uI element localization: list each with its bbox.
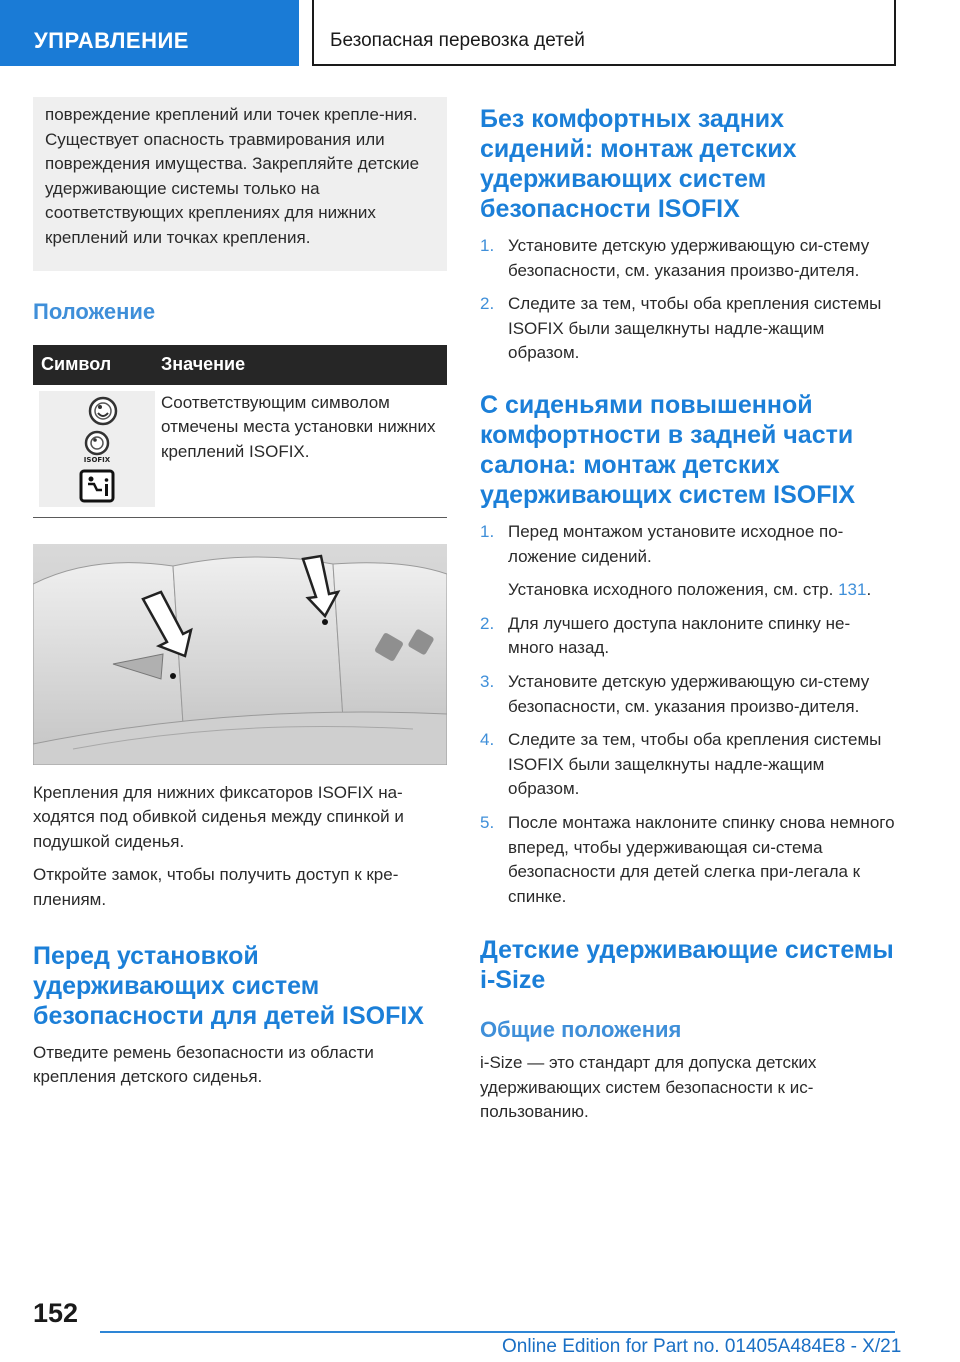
list-item xyxy=(480,520,895,603)
page-link[interactable]: 131 xyxy=(838,580,867,600)
list-item xyxy=(480,811,895,909)
step-extra: Установка исходного положения, см. стр. 131. xyxy=(508,580,872,600)
step-number: 2. xyxy=(480,294,495,314)
page-number: 152 xyxy=(33,1298,79,1328)
chapter-header xyxy=(312,0,896,66)
step-text: После монтажа наклоните спинку снова немного вперед, чтобы удерживающая си-стема безопасности для детей слегка при-легала к спинке. xyxy=(508,812,895,906)
col-symbol-header: Символ xyxy=(41,354,112,375)
edition-text: Online Edition for Part no. 01405A484E8 - X/21 xyxy=(502,1336,902,1357)
step-text: Установите детскую удерживающую си-стему безопасности, см. указания произво-дителя. xyxy=(508,671,870,716)
isize-heading: Детские удерживающие системы i-Size xyxy=(480,936,894,995)
general-text: i-Size — это стандарт для допуска детских удерживающих систем безопасности к ис-пользованию. xyxy=(480,1053,817,1122)
chapter-title: Безопасная перевозка детей xyxy=(330,30,585,51)
list-item xyxy=(480,292,895,366)
step-number: 4. xyxy=(480,730,495,750)
comfort-steps xyxy=(480,520,895,909)
step-number: 5. xyxy=(480,812,495,832)
step-text-wrapper xyxy=(508,520,895,603)
step-number: 2. xyxy=(480,613,495,633)
warning-text: повреждение креплений или точек крепле-ния. Существует опасность травмирования или повреждения имущества. Закрепляйте детские удерживающие системы только на соответствующих креплениях для нижних креплений или точках крепления. xyxy=(45,105,420,247)
step-text: Для лучшего доступа наклоните спинку не-много назад. xyxy=(508,613,851,658)
list-item xyxy=(480,728,895,802)
step-number: 3. xyxy=(480,671,495,691)
step-extra-text: Установка исходного положения, см. стр. xyxy=(508,580,834,600)
open-lock-text: Откройте замок, чтобы получить доступ к кре-плениям. xyxy=(33,865,399,909)
table-row xyxy=(33,385,447,518)
isofix-label: ISOFIX xyxy=(83,455,111,464)
isofix-seat-illustration xyxy=(33,544,447,765)
left-column xyxy=(33,97,447,1099)
comfort-heading: С сиденьями повышенной комфортности в задней части салона: монтаж детских удерживающих систем ISOFIX xyxy=(480,390,856,509)
before-install-text: Отведите ремень безопасности из области крепления детского сиденья. xyxy=(33,1042,374,1087)
step-number: 1. xyxy=(480,521,495,541)
isofix-symbols-icon xyxy=(39,391,155,507)
footer-divider xyxy=(100,1331,895,1333)
list-item xyxy=(480,670,895,719)
before-install-heading: Перед установкой удерживающих систем безопасности для детей ISOFIX xyxy=(33,941,424,1030)
symbol-meaning: Соответствующим символом отмечены места установки нижних креплений ISOFIX. xyxy=(161,392,436,461)
section-tab[interactable] xyxy=(0,0,299,66)
step-text: Следите за тем, чтобы оба крепления системы ISOFIX были защелкнуты надле-жащим образом. xyxy=(508,730,882,799)
anchor-location-text: Крепления для нижних фиксаторов ISOFIX на-ходятся под обивкой сиденья между спинкой и подушкой сиденья. xyxy=(33,782,404,851)
symbol-table xyxy=(33,345,447,518)
list-item xyxy=(480,612,895,661)
list-item xyxy=(480,234,895,283)
section-label: УПРАВЛЕНИЕ xyxy=(34,28,189,53)
step-text: Перед монтажом установите исходное по-ложение сидений. xyxy=(508,521,844,566)
no-comfort-heading: Без комфортных задних сидений: монтаж детских удерживающих систем безопасности ISOFIX xyxy=(480,105,797,223)
col-meaning-header: Значение xyxy=(161,354,246,375)
no-comfort-steps xyxy=(480,234,895,366)
table-header xyxy=(33,345,447,385)
right-column xyxy=(480,104,895,1134)
step-number: 1. xyxy=(480,236,495,255)
isofix-symbols-cell xyxy=(39,391,155,507)
position-heading: Положение xyxy=(33,298,156,324)
warning-box xyxy=(33,97,447,271)
general-heading: Общие положения xyxy=(480,1017,682,1043)
step-text: Установите детскую удерживающую си-стему безопасности, см. указания произво-дителя. xyxy=(508,236,870,280)
step-text: Следите за тем, чтобы оба крепления системы ISOFIX были защелкнуты надле-жащим образом. xyxy=(508,294,882,363)
